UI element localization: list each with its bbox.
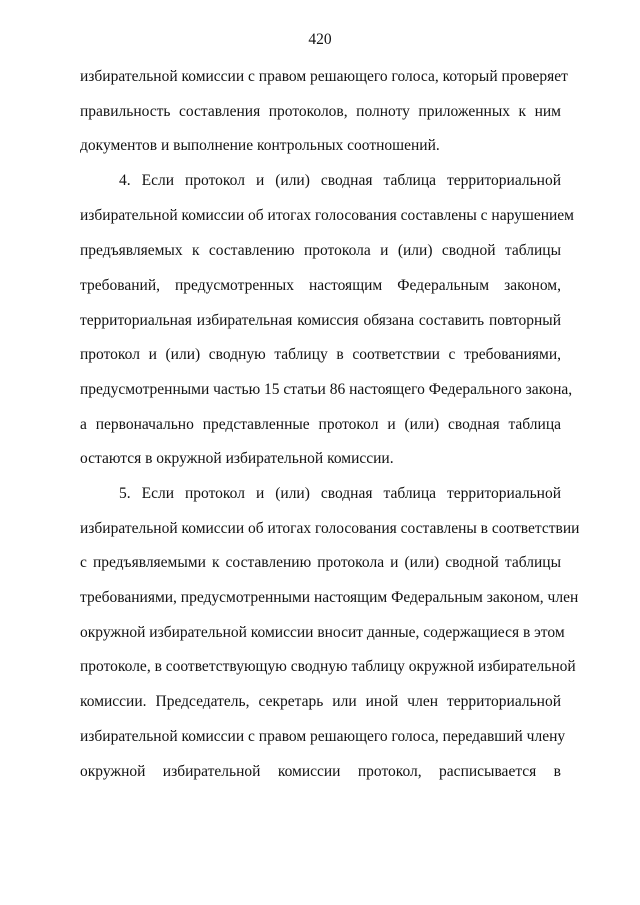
text-line: правильность составления протоколов, полноту приложенных к ним xyxy=(80,103,561,120)
text-line: территориальная избирательная комиссия обязана составить повторный xyxy=(80,312,561,329)
text-line: остаются в окружной избирательной комиссии. xyxy=(80,450,394,467)
text-line: избирательной комиссии с правом решающего голоса, который проверяет xyxy=(80,68,568,85)
text-line: избирательной комиссии об итогах голосования составлены с нарушением xyxy=(80,207,574,224)
paragraph-4-start: 4. Если протокол и (или) сводная таблица территориальной xyxy=(119,172,561,189)
page-number: 420 xyxy=(308,31,332,48)
text-line: требованиями, предусмотренными настоящим Федеральным законом, член xyxy=(80,589,579,606)
text-line: предъявляемых к составлению протокола и (или) сводной таблицы xyxy=(80,242,561,259)
text-line: окружной избирательной комиссии протокол, расписывается в xyxy=(80,763,561,780)
text-line: избирательной комиссии с правом решающего голоса, передавший члену xyxy=(80,728,566,745)
text-line: предусмотренными частью 15 статьи 86 настоящего Федерального закона, xyxy=(80,381,573,398)
text-line: протокол и (или) сводную таблицу в соответствии с требованиями, xyxy=(80,346,561,363)
text-line: документов и выполнение контрольных соотношений. xyxy=(80,137,440,154)
text-line: а первоначально представленные протокол и (или) сводная таблица xyxy=(80,416,561,433)
text-line: окружной избирательной комиссии вносит данные, содержащиеся в этом xyxy=(80,624,565,641)
text-line: комиссии. Председатель, секретарь или иной член территориальной xyxy=(80,693,561,710)
text-line: избирательной комиссии об итогах голосования составлены в соответствии xyxy=(80,520,580,537)
paragraph-5-start: 5. Если протокол и (или) сводная таблица территориальной xyxy=(119,485,561,502)
text-line: протоколе, в соответствующую сводную таблицу окружной избирательной xyxy=(80,658,576,675)
text-line: с предъявляемыми к составлению протокола и (или) сводной таблицы xyxy=(80,554,561,571)
text-line: требований, предусмотренных настоящим Федеральным законом, xyxy=(80,277,561,294)
